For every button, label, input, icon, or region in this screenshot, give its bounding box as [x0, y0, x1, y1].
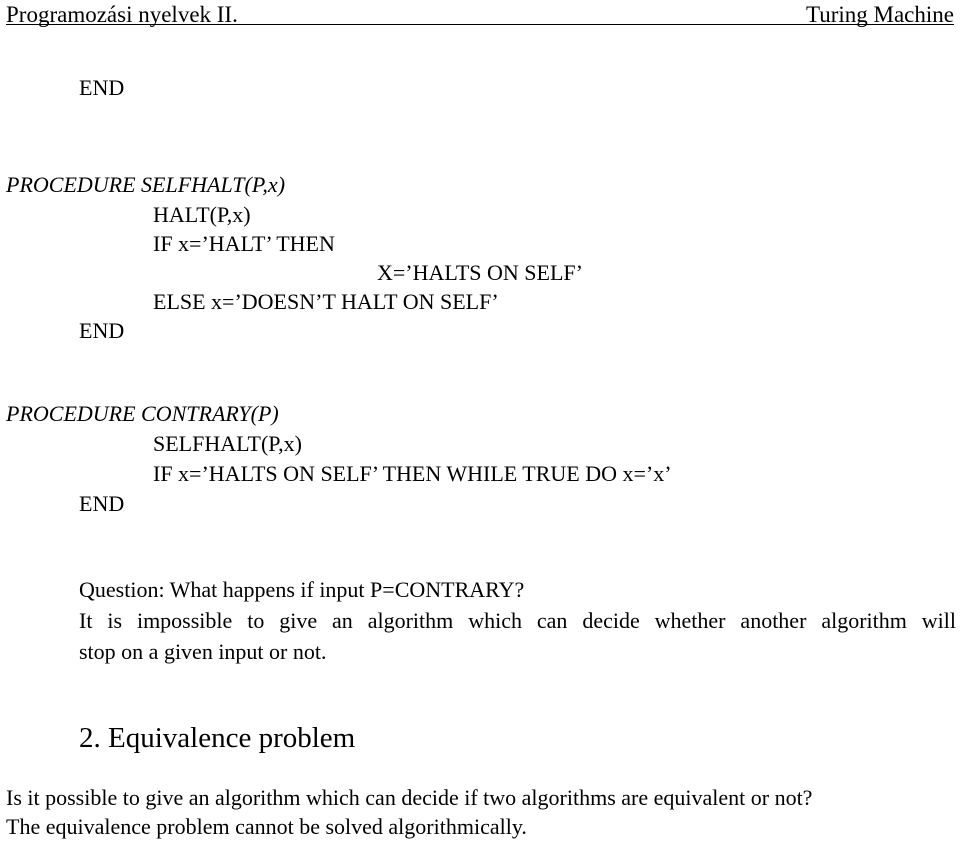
selfhalt-line-2: IF x=’HALT’ THEN — [153, 231, 335, 256]
section-line-2: The equivalence problem cannot be solved algorithmically. — [6, 814, 527, 839]
question-text: Question: What happens if input P=CONTRARY? — [79, 577, 525, 602]
section-heading: 2. Equivalence problem — [79, 722, 356, 754]
contrary-line-2: IF x=’HALTS ON SELF’ THEN WHILE TRUE DO x=’x’ — [153, 461, 672, 486]
contrary-line-1: SELFHALT(P,x) — [153, 431, 302, 456]
selfhalt-line-1: HALT(P,x) — [153, 202, 251, 227]
answer-line-2: stop on a given input or not. — [79, 639, 327, 664]
procedure-selfhalt-signature: PROCEDURE SELFHALT(P,x) — [6, 172, 286, 197]
contrary-end: END — [79, 491, 125, 516]
selfhalt-line-3: X=’HALTS ON SELF’ — [377, 260, 583, 285]
header-rule — [6, 24, 954, 25]
code-end-top: END — [79, 75, 125, 100]
answer-line-1: It is impossible to give an algorithm which can decide whether another algorithm will — [79, 608, 956, 633]
section-line-1: Is it possible to give an algorithm which can decide if two algorithms are equivalent or not? — [6, 785, 813, 810]
header-right-title: Turing Machine — [805, 2, 954, 27]
header-left-title: Programozási nyelvek II. — [6, 2, 238, 27]
selfhalt-end: END — [79, 318, 125, 343]
procedure-contrary-signature: PROCEDURE CONTRARY(P) — [6, 401, 279, 426]
selfhalt-line-4: ELSE x=’DOESN’T HALT ON SELF’ — [153, 289, 499, 314]
